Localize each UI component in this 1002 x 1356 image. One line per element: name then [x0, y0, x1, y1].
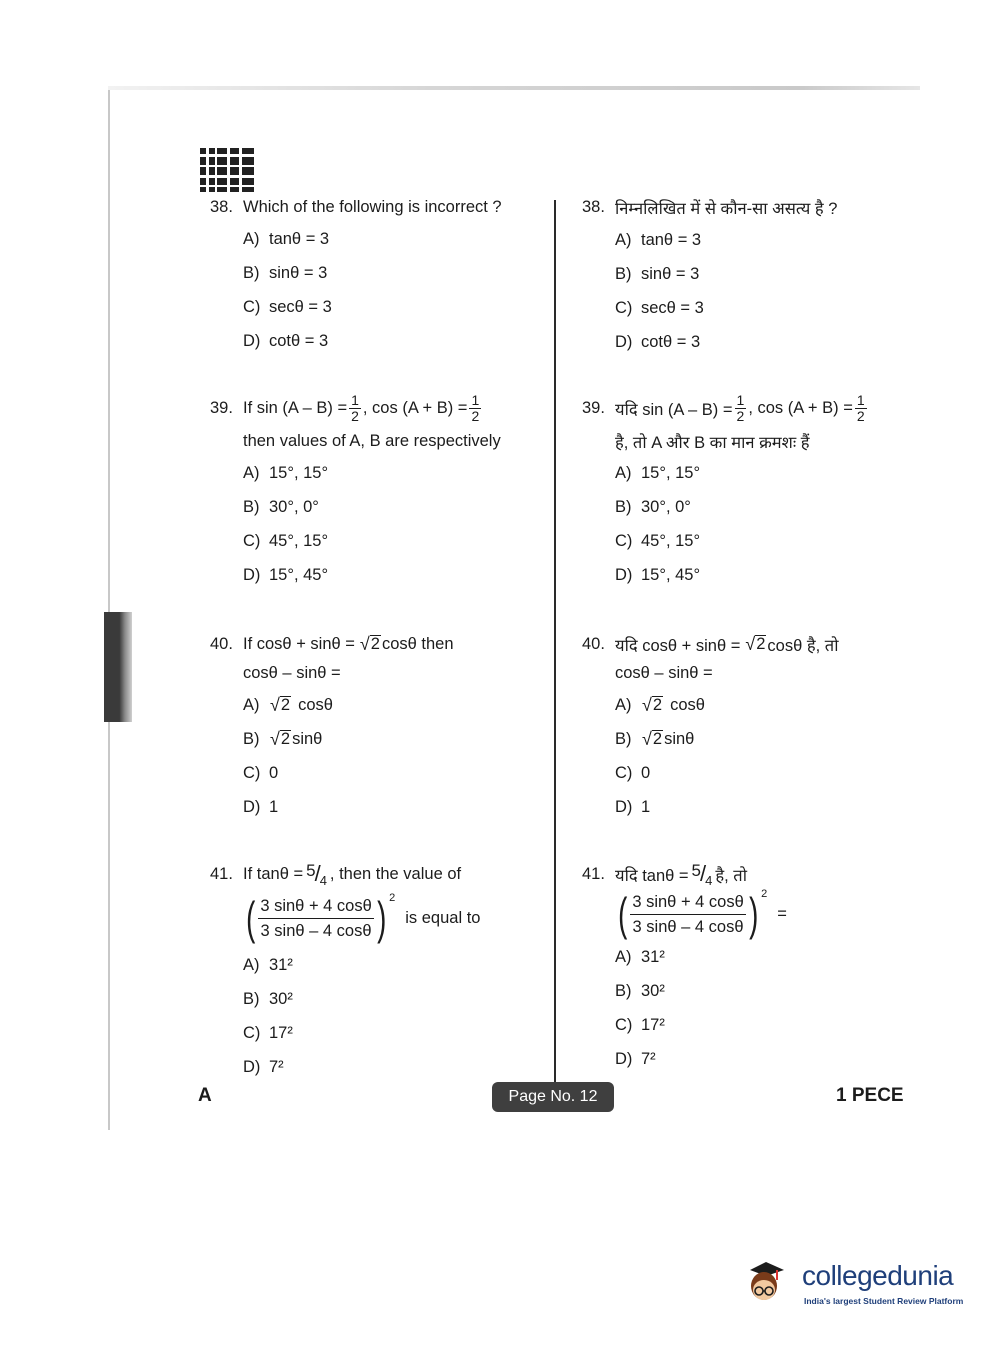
option-label: C) — [243, 531, 261, 550]
option-d[interactable] — [210, 324, 550, 358]
option-label: A) — [615, 463, 632, 482]
option-a[interactable] — [582, 223, 922, 257]
option-text: 0 — [641, 763, 651, 782]
option-text: 15°, 15° — [269, 463, 329, 482]
sqrt-symbol: √ 2 — [270, 695, 291, 715]
option-a[interactable] — [210, 948, 550, 982]
exponent: 2 — [761, 888, 768, 900]
question-number: 41. — [210, 864, 233, 883]
option-label: D) — [615, 797, 633, 816]
ratio-expression: ( $\frac{3 \sin\theta + 4 \cos\theta}{3 \sin\theta - 4 \cos\theta}$ ) 2 = — [618, 888, 787, 940]
option-c[interactable] — [210, 1016, 550, 1050]
question-text-post: cosθ है, तो — [767, 636, 839, 655]
option-label: D) — [243, 565, 261, 584]
scan-edge-left — [108, 90, 110, 1130]
option-text: 45°, 15° — [641, 531, 701, 550]
option-text: 1 — [269, 797, 279, 816]
option-c[interactable] — [582, 291, 922, 325]
option-text: 17² — [641, 1015, 665, 1034]
option-c[interactable] — [210, 524, 550, 558]
question-text-post: cosθ then — [381, 634, 454, 653]
sqrt-symbol: √ 2 — [642, 729, 663, 749]
option-text: sinθ — [292, 729, 323, 748]
question-text-line2: cosθ – sinθ = — [243, 663, 341, 682]
option-label: B) — [615, 981, 632, 1000]
option-a[interactable] — [210, 456, 550, 490]
ratio-expression: ( $\frac{3 \sin\theta + 4 \cos\theta}{3 \sin\theta - 4 \cos\theta}$ ) 2 is equal to — [246, 892, 481, 944]
option-text: sinθ — [664, 729, 695, 748]
option-label: A) — [243, 955, 260, 974]
option-a[interactable] — [210, 688, 550, 722]
option-b[interactable] — [210, 490, 550, 524]
expr-numerator: 3 sinθ + 4 cosθ — [630, 890, 745, 915]
option-text: 17² — [269, 1023, 293, 1042]
option-b[interactable] — [582, 490, 922, 524]
option-label: A) — [243, 229, 260, 248]
option-label: C) — [615, 763, 633, 782]
question-text-mid: , cos (A + B) = — [362, 398, 468, 417]
question-text: If cosθ + sinθ = — [243, 634, 355, 653]
option-label: B) — [615, 729, 632, 748]
option-d[interactable] — [210, 558, 550, 592]
option-label: A) — [615, 230, 632, 249]
option-b[interactable] — [210, 722, 550, 756]
option-d[interactable] — [582, 325, 922, 359]
question-number: 38. — [582, 198, 605, 216]
english-column — [210, 196, 550, 1084]
option-text: 15°, 15° — [641, 463, 701, 482]
option-text: 7² — [269, 1057, 284, 1076]
question-text-tail: = — [777, 904, 787, 923]
sqrt-symbol: √ 2 — [745, 634, 766, 654]
option-d[interactable] — [582, 1042, 922, 1076]
question-text: यदि sin (A – B) = — [615, 400, 733, 419]
option-text: sinθ = 3 — [269, 263, 328, 282]
option-d[interactable] — [582, 790, 922, 824]
question-text-line2: cosθ – sinθ = — [615, 663, 713, 682]
option-c[interactable] — [582, 1008, 922, 1042]
option-label: D) — [615, 565, 633, 584]
collegedunia-logo[interactable] — [744, 1250, 974, 1310]
scan-binding-tab — [104, 612, 132, 722]
option-label: C) — [243, 297, 261, 316]
brand-tagline: India's largest Student Review Platform — [804, 1296, 964, 1306]
sqrt-symbol: √ 2 — [359, 634, 380, 654]
expr-denominator: 3 sinθ – 4 cosθ — [632, 917, 744, 936]
option-label: D) — [615, 332, 633, 351]
option-c[interactable] — [210, 290, 550, 324]
page-number-badge: Page No. 12 — [492, 1082, 614, 1112]
option-c[interactable] — [582, 524, 922, 558]
slash-fraction: 5 / 4 — [691, 861, 713, 888]
question-text-line2: है, तो A और B का मान क्रमशः हैं — [615, 433, 810, 452]
expr-numerator: 3 sinθ + 4 cosθ — [258, 894, 373, 919]
option-text: sinθ = 3 — [641, 264, 700, 283]
question-40 — [582, 616, 922, 846]
question-text-post: , then the value of — [329, 864, 462, 883]
question-text-post: है, तो — [715, 866, 747, 885]
option-a[interactable] — [582, 456, 922, 490]
paper-code: 1 PECE — [836, 1085, 904, 1106]
option-label: D) — [615, 1049, 633, 1068]
option-label: D) — [243, 331, 261, 350]
hindi-column — [582, 196, 922, 1076]
sqrt-symbol: √ 2 — [270, 729, 291, 749]
question-40 — [210, 616, 550, 846]
exponent: 2 — [389, 892, 396, 904]
question-text: Which of the following is incorrect ? — [243, 197, 502, 216]
option-label: A) — [243, 695, 260, 714]
option-label: A) — [615, 695, 632, 714]
fraction-half: $\frac{1}{2}$ — [471, 391, 480, 424]
question-number: 40. — [582, 634, 605, 653]
option-b[interactable] — [210, 982, 550, 1016]
option-d[interactable] — [210, 1050, 550, 1084]
option-a[interactable] — [582, 940, 922, 974]
option-text: cotθ = 3 — [641, 332, 701, 351]
option-text: secθ = 3 — [641, 298, 704, 317]
question-text: If sin (A – B) = — [243, 398, 348, 417]
question-text-mid: , cos (A + B) = — [748, 398, 853, 417]
qr-code — [200, 148, 254, 192]
question-text: If tanθ = — [243, 864, 304, 883]
option-b[interactable] — [210, 256, 550, 290]
option-label: B) — [243, 989, 260, 1008]
option-text: 15°, 45° — [641, 565, 701, 584]
fraction-half: $\frac{1}{2}$ — [736, 391, 745, 424]
option-b[interactable] — [582, 722, 922, 756]
option-text: 30°, 0° — [269, 497, 319, 516]
option-d[interactable] — [582, 558, 922, 592]
option-b[interactable] — [582, 257, 922, 291]
option-label: A) — [615, 947, 632, 966]
option-d[interactable] — [210, 790, 550, 824]
option-text: 31² — [269, 955, 293, 974]
option-text: secθ = 3 — [269, 297, 332, 316]
booklet-set: A — [198, 1085, 212, 1106]
question-39 — [210, 374, 550, 616]
option-label: D) — [243, 1057, 261, 1076]
option-label: B) — [243, 263, 260, 282]
question-39 — [582, 374, 922, 616]
fraction-half: $\frac{1}{2}$ — [856, 391, 865, 424]
option-c[interactable] — [210, 756, 550, 790]
scan-edge-top — [108, 86, 920, 90]
option-text: 1 — [641, 797, 651, 816]
option-label: C) — [615, 1015, 633, 1034]
question-number: 38. — [210, 197, 233, 216]
question-number: 41. — [582, 864, 605, 883]
question-41 — [210, 846, 550, 1084]
option-label: B) — [243, 497, 260, 516]
expr-denominator: 3 sinθ – 4 cosθ — [260, 921, 372, 940]
option-label: C) — [615, 531, 633, 550]
question-text-line2: then values of A, B are respectively — [243, 431, 501, 450]
option-label: C) — [615, 298, 633, 317]
option-a[interactable] — [582, 688, 922, 722]
option-text: cotθ = 3 — [269, 331, 329, 350]
option-label: C) — [243, 1023, 261, 1042]
option-b[interactable] — [582, 974, 922, 1008]
option-text: 30² — [641, 981, 665, 1000]
option-label: B) — [243, 729, 260, 748]
question-38 — [210, 196, 550, 374]
question-text: यदि cosθ + sinθ = — [615, 636, 741, 655]
question-number: 40. — [210, 634, 233, 653]
option-label: D) — [243, 797, 261, 816]
brand-name: collegedunia — [802, 1260, 954, 1291]
option-text: 30² — [269, 989, 293, 1008]
option-text: 30°, 0° — [641, 497, 691, 516]
fraction-half: $\frac{1}{2}$ — [351, 391, 359, 424]
option-text: 31² — [641, 947, 665, 966]
column-divider — [554, 200, 556, 1090]
question-number: 39. — [210, 398, 233, 417]
slash-fraction: 5 / 4 — [306, 861, 327, 888]
option-label: B) — [615, 264, 632, 283]
option-label: C) — [243, 763, 261, 782]
question-text-tail: is equal to — [405, 908, 481, 927]
option-text: 7² — [641, 1049, 656, 1068]
question-text: यदि tanθ = — [615, 866, 689, 885]
option-label: B) — [615, 497, 632, 516]
option-text: cosθ — [298, 695, 333, 714]
option-text: tanθ = 3 — [269, 229, 330, 248]
option-c[interactable] — [582, 756, 922, 790]
question-number: 39. — [582, 398, 605, 417]
sqrt-symbol: √ 2 — [642, 695, 663, 715]
question-41 — [582, 846, 922, 1076]
option-text: 0 — [269, 763, 279, 782]
question-38 — [582, 196, 922, 374]
option-text: cosθ — [670, 695, 705, 714]
question-text: निम्नलिखित में से कौन-सा असत्य है ? — [615, 200, 838, 218]
option-a[interactable] — [210, 222, 550, 256]
option-text: 15°, 45° — [269, 565, 329, 584]
option-text: 45°, 15° — [269, 531, 329, 550]
mascot-icon — [746, 1258, 786, 1302]
option-text: tanθ = 3 — [641, 230, 702, 249]
option-label: A) — [243, 463, 260, 482]
